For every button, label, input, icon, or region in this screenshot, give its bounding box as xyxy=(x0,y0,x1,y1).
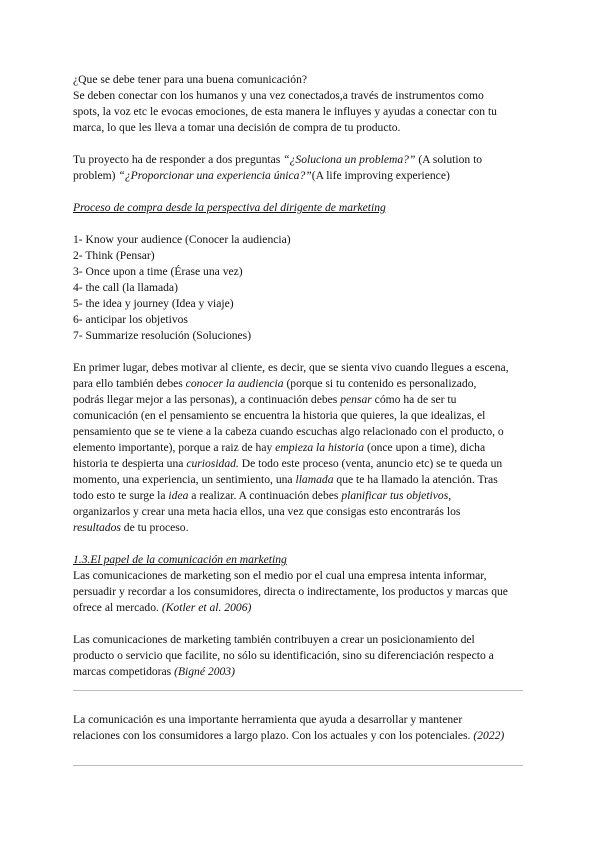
section-heading-papel: 1.3.El papel de la comunicación en marketing xyxy=(73,553,287,566)
citation: (2022) xyxy=(473,729,505,742)
proyecto-text: (A life improving experience) xyxy=(311,169,450,182)
text-line: podrás llegar mejor a las personas), a continuación debes xyxy=(73,393,341,406)
text-line: persuadir y recordar a los consumidores, directa o indirectamente, los productos y marcas que xyxy=(73,585,508,598)
citation: (Bigné 2003) xyxy=(174,665,235,678)
text-line: La comunicación es una importante herramienta que ayuda a desarrollar y mantener xyxy=(73,713,463,726)
proyecto-question-1: “¿Soluciona un problema?” xyxy=(283,153,416,166)
proyecto-text: Tu proyecto ha de responder a dos preguntas xyxy=(73,153,284,166)
proceso-steps xyxy=(73,232,525,344)
emphasis: planificar tus objetivos xyxy=(341,489,449,502)
citation: (Kotler et al. 2006) xyxy=(161,601,252,614)
list-item: 1- Know your audience (Conocer la audiencia) xyxy=(73,233,291,246)
text-line: relaciones con los consumidores a largo plazo. Con los actuales y con los potenciales. xyxy=(73,729,474,742)
list-item: 5- the idea y journey (Idea y viaje) xyxy=(73,297,234,310)
text-line: , xyxy=(448,489,452,502)
text-line: cómo ha de ser tu xyxy=(371,393,457,406)
text-line: elemento importante), porque a raiz de hay xyxy=(73,441,276,454)
text-line: comunicación (en el pensamiento se encuentra la historia que quieres, la que idealizas, el xyxy=(73,409,486,422)
emphasis: idea xyxy=(168,489,189,502)
relaciones-paragraph xyxy=(73,712,525,744)
text-line: que te ha llamado la atención. Tras xyxy=(333,473,498,486)
proyecto-question-2: “¿Proporcionar una experiencia única?” xyxy=(118,169,312,182)
text-line: (once upon a time), dicha xyxy=(364,441,486,454)
intro-line: marca, lo que les lleva a tomar una decisión de compra de tu producto. xyxy=(73,121,401,134)
document-body xyxy=(73,72,525,766)
proceso-explanation-paragraph xyxy=(73,360,525,536)
intro-question: ¿Que se debe tener para una buena comunicación? xyxy=(73,73,308,86)
emphasis: empieza la historia xyxy=(275,441,365,454)
intro-line: spots, la voz etc le evocas emociones, de esta manera le influyes y ayudas a conectar con tu xyxy=(73,105,497,118)
list-item: 6- anticipar los objetivos xyxy=(73,313,188,326)
proceso-heading: Proceso de compra desde la perspectiva del dirigente de marketing xyxy=(73,201,386,214)
text-line: pensamiento que se te viene a la cabeza cuando escuchas algo relacionado con el producto, o xyxy=(73,425,504,438)
text-line: organizarlos y crear una meta hacia ellos, una vez que consigas esto encontrarás los xyxy=(73,505,461,518)
text-line: Las comunicaciones de marketing son el medio por el cual una empresa intenta informar, xyxy=(73,569,487,582)
text-line: producto o servicio que facilite, no sólo su identificación, sino su diferenciación respecto a xyxy=(73,649,494,662)
text-line: De todo este proceso (venta, anuncio etc) se te queda un xyxy=(238,457,503,470)
text-line: (porque si tu contenido es personalizado, xyxy=(283,377,477,390)
papel-paragraph xyxy=(73,568,525,616)
emphasis: pensar xyxy=(340,393,372,406)
text-line: marcas competidoras xyxy=(73,665,175,678)
text-line: ofrece al mercado. xyxy=(73,601,162,614)
text-line: todo esto te surge la xyxy=(73,489,169,502)
text-line: momento, una experiencia, un sentimiento, una xyxy=(73,473,296,486)
text-line: de tu proceso. xyxy=(120,521,189,534)
divider xyxy=(73,765,523,766)
text-line: En primer lugar, debes motivar al cliente, es decir, que se sienta vivo cuando llegues a escena, xyxy=(73,361,509,374)
emphasis: curiosidad. xyxy=(186,457,239,470)
proyecto-text: problem) xyxy=(73,169,119,182)
proyecto-paragraph xyxy=(73,152,525,184)
emphasis: conocer la audiencia xyxy=(185,377,284,390)
proyecto-text: (A solution to xyxy=(415,153,483,166)
text-line: historia te despierta una xyxy=(73,457,187,470)
list-item: 4- the call (la llamada) xyxy=(73,281,178,294)
emphasis: resultados xyxy=(73,521,121,534)
list-item: 3- Once upon a time (Érase una vez) xyxy=(73,265,243,278)
intro-line: Se deben conectar con los humanos y una vez conectados,a través de instrumentos como xyxy=(73,89,484,102)
posicionamiento-paragraph xyxy=(73,632,525,680)
text-line: Las comunicaciones de marketing también contribuyen a crear un posicionamiento del xyxy=(73,633,475,646)
emphasis: llamada xyxy=(295,473,334,486)
list-item: 7- Summarize resolución (Soluciones) xyxy=(73,329,252,342)
list-item: 2- Think (Pensar) xyxy=(73,249,155,262)
intro-paragraph xyxy=(73,88,525,136)
text-line: para ello también debes xyxy=(73,377,186,390)
text-line: a realizar. A continuación debes xyxy=(188,489,342,502)
